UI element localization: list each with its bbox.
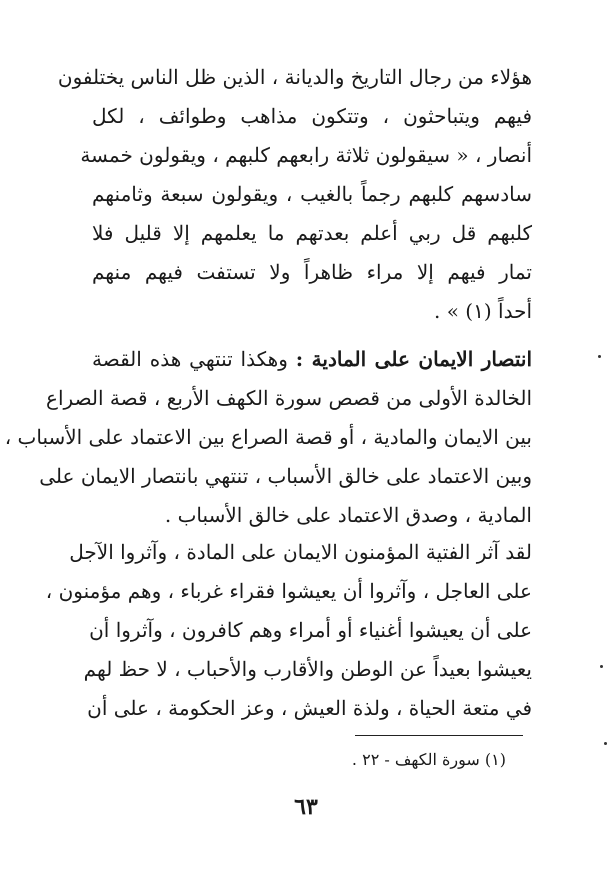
- text-line: لقد آثر الفتية المؤمنون الايمان على المادة ، وآثروا الآجل: [69, 540, 532, 564]
- text-line: الخالدة الأولى من قصص سورة الكهف الأربع ، قصة الصراع: [46, 386, 532, 410]
- text-line: على العاجل ، وآثروا أن يعيشوا فقراء غرباء ، وهم مؤمنون ،: [45, 579, 532, 603]
- text-line: يعيشوا بعيداً عن الوطن والأقارب والأحباب ، لا حظ لهم: [83, 657, 532, 681]
- text-line: فيهم ويتباحثون ، وتتكون مذاهب وطوائف ، لكل: [92, 104, 532, 128]
- text-line: كلبهم قل ربي أعلم بعدتهم ما يعلمهم إلا قليل فلا: [92, 221, 532, 245]
- footnote: (١) سورة الكهف - ٢٢ .: [351, 750, 506, 769]
- text-line: وبين الاعتماد على خالق الأسباب ، تنتهي بانتصار الايمان على: [39, 464, 532, 488]
- scan-speck: [598, 355, 601, 358]
- section-heading: انتصار الايمان على المادية :: [295, 347, 533, 371]
- text-line: في متعة الحياة ، ولذة العيش ، وعز الحكومة ، على أن: [87, 696, 532, 720]
- text-line: سادسهم كلبهم رجماً بالغيب ، ويقولون سبعة وثامنهم: [92, 182, 532, 206]
- text-line-segment: وهكذا تنتهي هذه القصة: [92, 347, 288, 371]
- scan-speck: [600, 665, 603, 668]
- scan-speck: [604, 742, 607, 745]
- page-number: ٦٣: [294, 794, 318, 820]
- paragraph-3: [45, 533, 532, 728]
- text-line: بين الايمان والمادية ، أو قصة الصراع بين الاعتماد على الأسباب ،: [4, 425, 532, 449]
- text-line: أحداً (١) » .: [433, 299, 532, 323]
- text-line: على أن يعيشوا أغنياء أو أمراء وهم كافرون ، وآثروا أن: [89, 618, 532, 642]
- heading-line: [92, 340, 532, 379]
- text-line: أنصار ، « سيقولون ثلاثة رابعهم كلبهم ، ويقولون خمسة: [80, 143, 532, 167]
- footnote-divider: [355, 735, 523, 736]
- paragraph-2: [4, 340, 533, 535]
- paragraph-1: [57, 58, 532, 331]
- text-line: هؤلاء من رجال التاريخ والديانة ، الذين ظل الناس يختلفون: [57, 65, 532, 89]
- text-line: المادية ، وصدق الاعتماد على خالق الأسباب .: [164, 503, 532, 527]
- text-line: تمار فيهم إلا مراء ظاهراً ولا تستفت فيهم منهم: [92, 260, 532, 284]
